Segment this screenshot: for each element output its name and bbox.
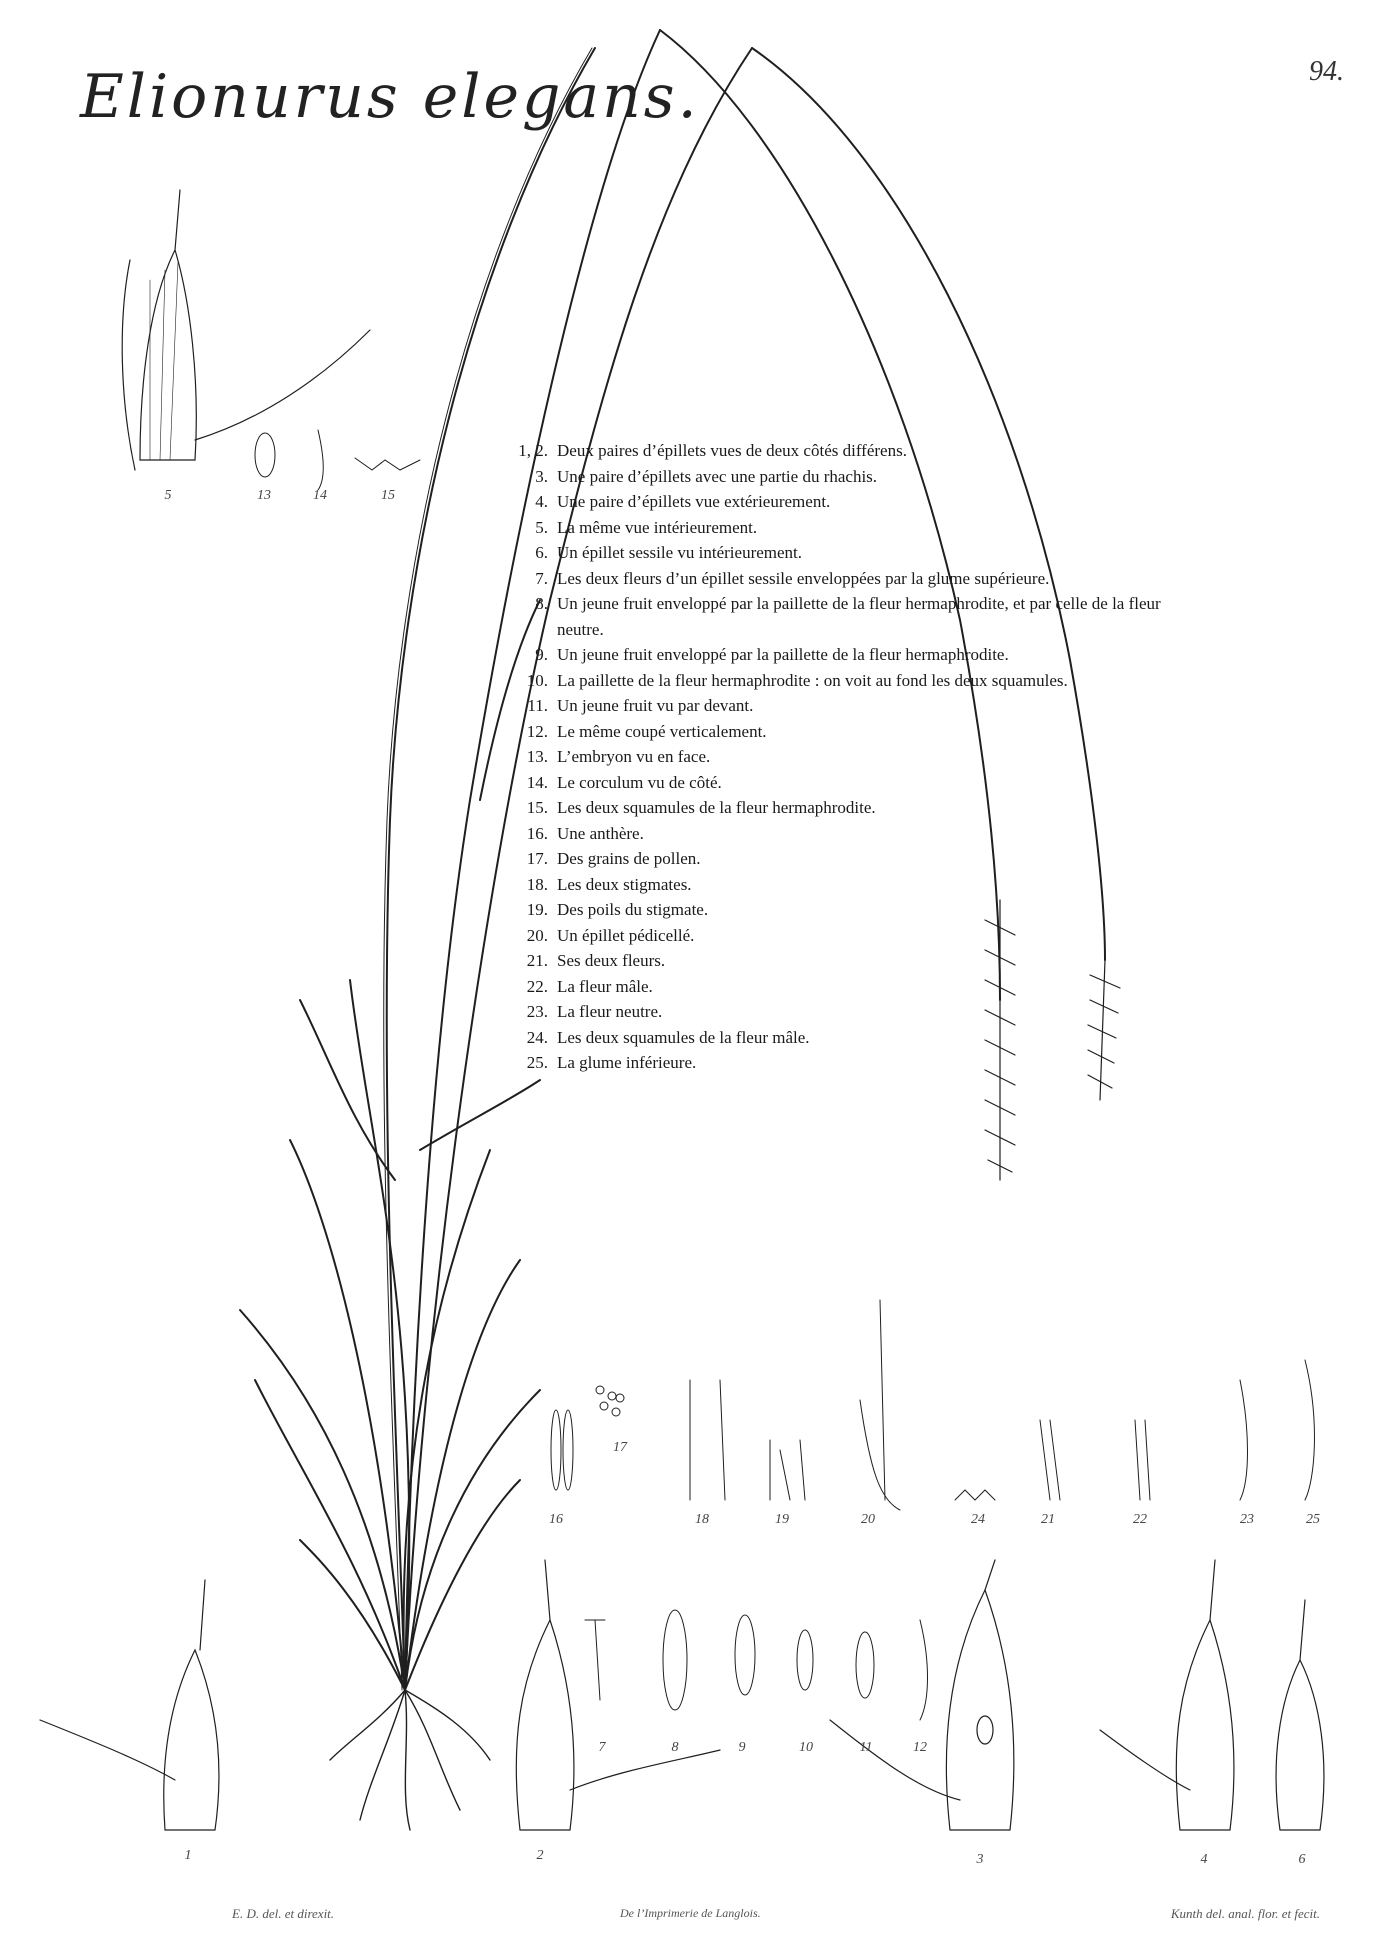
figure-label: 16 (549, 1512, 563, 1527)
legend-entry (508, 719, 1208, 745)
figure-label: 9 (738, 1740, 746, 1755)
legend-entry-text: Les deux squamules de la fleur mâle. (557, 1027, 810, 1047)
legend-entry-number: 13. (526, 747, 548, 766)
legend-entry (508, 770, 1208, 796)
legend-entry-text: La glume inférieure. (557, 1053, 697, 1072)
spikelet-fig-1 (40, 1580, 219, 1830)
legend-entry (508, 948, 1208, 974)
figure-label: 17 (613, 1440, 627, 1455)
legend-entry-text: La paillette de la fleur hermaphrodite : on voit au fond les deux squamules. (557, 670, 1068, 690)
figure-label: 21 (1041, 1512, 1055, 1527)
legend-entry (508, 515, 1208, 541)
legend-entry-number: 22. (526, 976, 548, 996)
legend-entry-number: 14. (526, 772, 548, 792)
figure-label: 2 (536, 1848, 544, 1863)
legend-entry (508, 1025, 1208, 1051)
figure-label: 13 (257, 488, 271, 503)
legend-entry-text: Un jeune fruit enveloppé par la paillette de la fleur hermaphrodite, et par celle de la fleur neutre. (557, 594, 1161, 639)
legend-entry (508, 1050, 1208, 1076)
legend-entry (508, 668, 1208, 694)
legend-entry-number: 17. (526, 849, 548, 868)
legend-entry-number: 16. (526, 823, 548, 843)
legend-entry-text: Une anthère. (557, 823, 644, 843)
legend-entry-number: 3. (535, 466, 548, 486)
leaf (255, 1380, 405, 1690)
legend-entry (508, 642, 1208, 668)
spikelet-fig-2 (516, 1560, 720, 1830)
figure-label: 6 (1298, 1852, 1306, 1867)
legend-entry-number: 11. (527, 696, 548, 715)
legend-entry-text: Des grains de pollen. (557, 849, 701, 868)
legend-entry (508, 489, 1208, 515)
legend-entry (508, 999, 1208, 1025)
legend-entry-number: 7. (535, 568, 548, 588)
figure-label: 3 (976, 1852, 984, 1867)
plate-number: 94. (1309, 56, 1344, 87)
legend-entry-number: 12. (526, 721, 548, 741)
legend-entry (508, 438, 1208, 464)
figure-label: 23 (1240, 1512, 1254, 1527)
legend-entry (508, 846, 1208, 872)
legend-entry-text: Une paire d’épillets vue extérieurement. (557, 492, 831, 511)
legend-entry-text: Un jeune fruit enveloppé par la paillette de la fleur hermaphrodite. (557, 645, 1009, 664)
leaf (405, 1480, 520, 1690)
legend-entry-text: Un jeune fruit vu par devant. (557, 696, 754, 715)
figure-label: 22 (1133, 1512, 1147, 1527)
figure-label: 20 (861, 1512, 875, 1527)
credit-analyst: Kunth del. anal. flor. et fecit. (1170, 1906, 1320, 1921)
credit-printer: De l’Imprimerie de Langlois. (620, 1906, 761, 1920)
legend-entry-number: 9. (535, 645, 548, 664)
legend-entry-text: Un épillet pédicellé. (557, 925, 695, 945)
leaf (240, 1310, 405, 1690)
credit-artist: E. D. del. et direxit. (232, 1906, 335, 1921)
figure-label: 5 (164, 488, 172, 503)
legend-entry (508, 464, 1208, 490)
legend-entry-text: Ses deux fleurs. (557, 951, 666, 970)
legend-entry-text: La fleur neutre. (557, 1002, 663, 1021)
legend-entry-number: 18. (526, 874, 548, 894)
spikelet-fig-6 (1276, 1600, 1324, 1830)
spikelet-fig-3 (830, 1560, 1014, 1830)
legend-entry-number: 20. (526, 925, 548, 945)
leaf (420, 1080, 540, 1150)
legend-entry (508, 795, 1208, 821)
legend-entry-number: 10. (526, 670, 548, 690)
legend-entry (508, 872, 1208, 898)
figure-label: 15 (381, 488, 395, 503)
legend-entry-number: 19. (526, 900, 548, 919)
leaf (300, 1000, 395, 1180)
figure-label: 1 (184, 1848, 192, 1863)
legend-entry-number: 24. (526, 1027, 548, 1047)
figure-label: 4 (1200, 1852, 1208, 1867)
figure-legend (508, 438, 1208, 1076)
legend-entry-number: 25. (526, 1053, 548, 1072)
legend-entry-text: Les deux fleurs d’un épillet sessile enveloppées par la glume supérieure. (557, 568, 1050, 588)
legend-entry-text: Les deux squamules de la fleur hermaphrodite. (557, 798, 876, 817)
figure-label: 24 (971, 1512, 985, 1527)
plate-title: Elionurus elegans. (80, 62, 700, 132)
legend-entry (508, 821, 1208, 847)
figure-label: 18 (695, 1512, 709, 1527)
figure-label: 7 (598, 1740, 606, 1755)
legend-entry-text: Le corculum vu de côté. (557, 772, 722, 792)
legend-entry-text: La même vue intérieurement. (557, 517, 758, 537)
legend-entry-text: Une paire d’épillets avec une partie du rhachis. (557, 466, 878, 486)
legend-entry-text: Un épillet sessile vu intérieurement. (557, 543, 803, 562)
figure-label: 19 (775, 1512, 789, 1527)
legend-entry (508, 897, 1208, 923)
legend-entry (508, 693, 1208, 719)
legend-entry (508, 974, 1208, 1000)
legend-entry (508, 923, 1208, 949)
figure-parts-middle (551, 1300, 1314, 1720)
small-parts-top (255, 430, 420, 490)
legend-entry-text: L’embryon vu en face. (557, 747, 711, 766)
figure-label: 12 (913, 1740, 927, 1755)
legend-entry-number: 5. (535, 517, 548, 537)
figure-label: 11 (859, 1740, 873, 1755)
legend-entry (508, 566, 1208, 592)
legend-entry-text: La fleur mâle. (557, 976, 653, 996)
legend-entry-number: 4. (535, 492, 548, 511)
legend-entry (508, 744, 1208, 770)
legend-entry-number: 21. (526, 951, 548, 970)
spikelet-fig-4 (1100, 1560, 1234, 1830)
leaf (405, 1390, 540, 1690)
roots (330, 1690, 490, 1830)
figure-label: 14 (313, 488, 327, 503)
legend-entry-number: 6. (535, 543, 548, 562)
figure-label: 10 (799, 1740, 813, 1755)
legend-entry-number: 8. (535, 594, 548, 613)
legend-entry (508, 540, 1208, 566)
figure-label: 8 (671, 1740, 679, 1755)
legend-entry-text: Des poils du stigmate. (557, 900, 709, 919)
legend-entry-number: 15. (526, 798, 548, 817)
legend-entry-number: 23. (526, 1002, 548, 1021)
figure-label: 25 (1306, 1512, 1320, 1527)
spikelet-fig-5 (122, 190, 370, 470)
legend-entry-text: Deux paires d’épillets vues de deux côtés différens. (557, 441, 907, 460)
legend-entry-text: Les deux stigmates. (557, 874, 692, 894)
legend-entry-number: 1, 2. (518, 441, 548, 460)
legend-entry-text: Le même coupé verticalement. (557, 721, 767, 741)
legend-entry (508, 591, 1208, 642)
